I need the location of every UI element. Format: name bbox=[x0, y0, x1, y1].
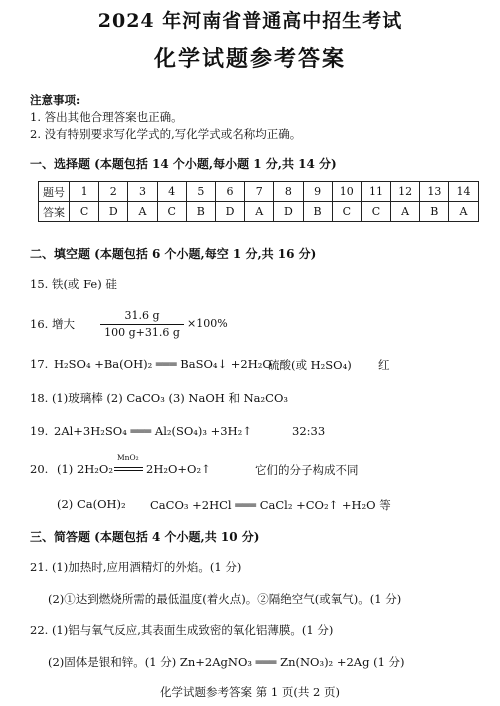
answer-cell: D bbox=[99, 202, 128, 222]
question-number: 11 bbox=[361, 182, 390, 202]
answer-cell: A bbox=[245, 202, 274, 222]
answer-15: 15. 铁(或 Fe) 硅 bbox=[30, 277, 117, 291]
reaction-arrow-top bbox=[114, 467, 143, 468]
fraction-percent: ×100% bbox=[187, 317, 228, 330]
fraction-numerator: 31.6 g bbox=[124, 309, 160, 322]
answer-cell: C bbox=[332, 202, 361, 222]
question-number: 5 bbox=[186, 182, 215, 202]
answer-17-equation: H₂SO₄ +Ba(OH)₂ ═══ BaSO₄↓ +2H₂O bbox=[54, 357, 272, 371]
answer-20-part1-product: 2H₂O+O₂↑ bbox=[146, 462, 211, 476]
fraction-denominator: 100 g+31.6 g bbox=[104, 326, 180, 339]
answer-table-answer-row bbox=[39, 202, 479, 222]
answer-19-ratio: 32:33 bbox=[292, 424, 326, 438]
answer-21-part2: (2)①达到燃烧所需的最低温度(着火点)。②隔绝空气(或氧气)。(1 分) bbox=[48, 592, 402, 606]
question-number: 7 bbox=[245, 182, 274, 202]
page-title: 2024 年河南省普通高中招生考试 bbox=[97, 10, 403, 32]
answer-cell: A bbox=[128, 202, 157, 222]
answer-cell: B bbox=[303, 202, 332, 222]
section3-title: 三、简答题 (本题包括 4 个小题,共 10 分) bbox=[30, 530, 260, 544]
answer-cell: A bbox=[449, 202, 478, 222]
answer-cell: B bbox=[186, 202, 215, 222]
question-number: 2 bbox=[99, 182, 128, 202]
answer-cell: C bbox=[361, 202, 390, 222]
reaction-arrow-bottom bbox=[114, 470, 143, 471]
answer-20-number: 20. bbox=[30, 462, 49, 476]
question-number: 9 bbox=[303, 182, 332, 202]
answer-20-catalyst: MnO₂ bbox=[117, 453, 139, 462]
answer-cell: D bbox=[274, 202, 303, 222]
fraction-bar bbox=[100, 324, 184, 325]
question-number: 14 bbox=[449, 182, 478, 202]
section1-title: 一、选择题 (本题包括 14 个小题,每小题 1 分,共 14 分) bbox=[30, 157, 337, 171]
answer-cell: A bbox=[391, 202, 420, 222]
answer-21-part1: 21. (1)加热时,应用酒精灯的外焰。(1 分) bbox=[30, 560, 242, 574]
answer-17-acid: 硫酸(或 H₂SO₄) bbox=[268, 358, 352, 372]
answer-table bbox=[38, 181, 479, 222]
section2-title: 二、填空题 (本题包括 6 个小题,每空 1 分,共 16 分) bbox=[30, 247, 317, 261]
answer-cell: B bbox=[420, 202, 449, 222]
question-number: 8 bbox=[274, 182, 303, 202]
question-number: 3 bbox=[128, 182, 157, 202]
question-number: 6 bbox=[215, 182, 244, 202]
answer-18: 18. (1)玻璃棒 (2) CaCO₃ (3) NaOH 和 Na₂CO₃ bbox=[30, 391, 288, 405]
answer-table-number-row bbox=[39, 182, 479, 202]
answer-16-prefix: 16. 增大 bbox=[30, 317, 75, 331]
answer-17-color: 红 bbox=[378, 358, 390, 372]
table-header-number: 题号 bbox=[39, 182, 70, 202]
answer-19-equation: 2Al+3H₂SO₄ ═══ Al₂(SO₄)₃ +3H₂↑ bbox=[54, 424, 252, 438]
answer-20-part2-equation: CaCO₃ +2HCl ═══ CaCl₂ +CO₂↑ +H₂O 等 bbox=[150, 498, 391, 512]
question-number: 13 bbox=[420, 182, 449, 202]
page-footer: 化学试题参考答案 第 1 页(共 2 页) bbox=[160, 685, 340, 699]
answer-20-part1-reason: 它们的分子构成不同 bbox=[255, 463, 359, 477]
answer-20-part1-reactant: (1) 2H₂O₂ bbox=[57, 462, 113, 476]
answer-22-part2: (2)固体是银和锌。(1 分) Zn+2AgNO₃ ═══ Zn(NO₃)₂ +2Ag (1 分) bbox=[48, 655, 405, 669]
note-item-1: 1. 答出其他合理答案也正确。 bbox=[30, 110, 183, 124]
answer-19-number: 19. bbox=[30, 424, 49, 438]
page-subtitle: 化学试题参考答案 bbox=[153, 46, 346, 72]
question-number: 1 bbox=[70, 182, 99, 202]
question-number: 12 bbox=[391, 182, 420, 202]
note-item-2: 2. 没有特别要求写化学式的,写化学式或名称均正确。 bbox=[30, 127, 302, 141]
table-header-answer: 答案 bbox=[39, 202, 70, 222]
answer-cell: C bbox=[70, 202, 99, 222]
notes-heading: 注意事项: bbox=[30, 93, 81, 107]
answer-cell: D bbox=[215, 202, 244, 222]
question-number: 10 bbox=[332, 182, 361, 202]
answer-17-number: 17. bbox=[30, 357, 49, 371]
answer-20-part2-base: (2) Ca(OH)₂ bbox=[57, 497, 126, 511]
answer-cell: C bbox=[157, 202, 186, 222]
answer-22-part1: 22. (1)铝与氧气反应,其表面生成致密的氧化铝薄膜。(1 分) bbox=[30, 623, 334, 637]
question-number: 4 bbox=[157, 182, 186, 202]
